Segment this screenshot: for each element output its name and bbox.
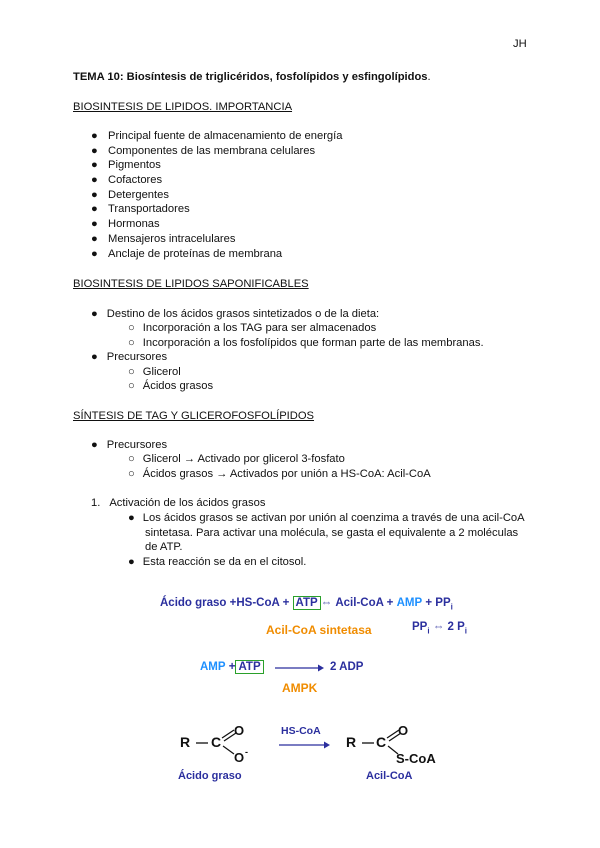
reaction-arrow-icon [274,661,324,675]
oxygen-atom: O [398,723,409,738]
list-item: ● Principal fuente de almacenamiento de energía [91,130,343,142]
reactant-label: Ácido graso [178,770,242,782]
circle-bullet-icon: ○ [128,366,135,378]
bullet-icon: ● [91,308,98,320]
header-initials: JH [513,38,527,50]
bullet-icon: ● [91,351,98,363]
equilibrium-arrow-icon: ⇔ [320,597,333,609]
product-label: Acil-CoA [366,770,413,782]
reagent-label: HS-CoA [281,725,321,737]
reaction-arrow-icon [278,738,330,752]
enzyme-label-ampk: AMPK [282,681,318,695]
list-item: ● Pigmentos [91,159,161,172]
negative-charge: - [245,747,248,757]
sub-list-item: ○ Incorporación a los TAG para ser almacenados [128,322,377,334]
single-bond-icon [193,736,211,748]
circle-bullet-icon: ○ [128,322,135,334]
bullet-icon: ● [91,174,98,187]
list-item: ● Cofactores [91,174,163,187]
bullet-icon: ● [128,556,135,568]
list-item: ● Mensajeros intracelulares [91,232,236,245]
numbered-item: 1. Activación de los ácidos grasos [91,497,266,509]
r-group: R [346,734,357,750]
carbon-atom: C [376,734,387,750]
sub-list-item: ● Esta reacción se da en el citosol. [128,556,307,568]
bullet-icon: ● [91,188,98,201]
single-bond-icon [359,736,377,748]
circle-bullet-icon: ○ [128,337,135,349]
circle-bullet-icon: ○ [128,453,135,465]
list-item: ● Hormonas [91,218,160,231]
bullet-icon: ● [91,218,98,231]
sub-list-item-continuation: sintetasa. Para activar una molécula, se gasta el equivalente a 2 moléculas [145,527,519,539]
bullet-icon: ● [91,203,98,216]
product-2adp: 2 ADP [330,661,364,673]
page-title-main: TEMA 10: Biosíntesis de triglicéridos, fosfolípidos y esfingolípidos [73,71,428,83]
bullet-icon: ● [128,512,135,524]
bullet-icon: ● [91,130,98,142]
list-item: ● Precursores [91,439,168,451]
list-item: ● Precursores [91,351,168,363]
sub-list-item: ○ Ácidos grasos [128,380,214,392]
list-item: ● Detergentes [91,188,169,201]
sub-list-item-continuation: de ATP. [145,541,183,553]
sub-list-item: ○ Glicerol → Activado por glicerol 3-fosfato [128,453,345,465]
sub-list-item: ● Los ácidos grasos se activan por unión al coenzima a través de una acil-CoA [128,512,525,524]
list-item: ● Anclaje de proteínas de membrana [91,247,283,260]
list-item: ● Componentes de las membrana celulares [91,144,316,157]
carbon-atom: C [211,734,222,750]
circle-bullet-icon: ○ [128,468,135,480]
bullet-icon: ● [91,232,98,245]
page-title-end: . [427,71,431,83]
sub-list-item: ○ Ácidos grasos → Activados por unión a HS-CoA: Acil-CoA [128,468,431,480]
sulfur-coa-group: S-CoA [396,751,436,766]
reaction-equation-1: Ácido graso +HS-CoA + ATP ⇔ Acil-CoA + AMP + $PP_i$ [160,597,453,612]
bullet-icon: ● [91,439,98,451]
pyrophosphate-equation: $PP_i$ ⇔ 2 $P_i$ [412,621,467,636]
atp-boxed: ATP [235,660,263,674]
r-group: R [180,734,191,750]
sub-list-item: ○ Incorporación a los fosfolípidos que forman parte de las membranas. [128,337,484,349]
circle-bullet-icon: ○ [128,380,135,392]
reaction-equation-2: AMP + ATP [200,661,264,673]
oxygen-atom: O [234,750,245,765]
section-heading-sintesis-tag: SÍNTESIS DE TAG Y GLICEROFOSFOLÍPIDOS [73,410,315,422]
section-heading-saponificables: BIOSINTESIS DE LIPIDOS SAPONIFICABLES [73,278,309,290]
section-heading-importancia: BIOSINTESIS DE LIPIDOS. IMPORTANCIA [73,101,293,113]
enzyme-label-acil-coa-sintetasa: Acil-CoA sintetasa [266,623,372,637]
bullet-icon: ● [91,144,98,157]
sub-list-item: ○ Glicerol [128,366,181,378]
importancia-list [91,129,531,261]
list-item: ● Destino de los ácidos grasos sintetizados o de la dieta: [91,308,380,320]
page-title [73,71,431,83]
oxygen-atom: O [234,723,245,738]
bullet-icon: ● [91,159,98,172]
atp-boxed: ATP [293,596,321,610]
bullet-icon: ● [91,247,98,260]
list-item: ● Transportadores [91,203,190,216]
